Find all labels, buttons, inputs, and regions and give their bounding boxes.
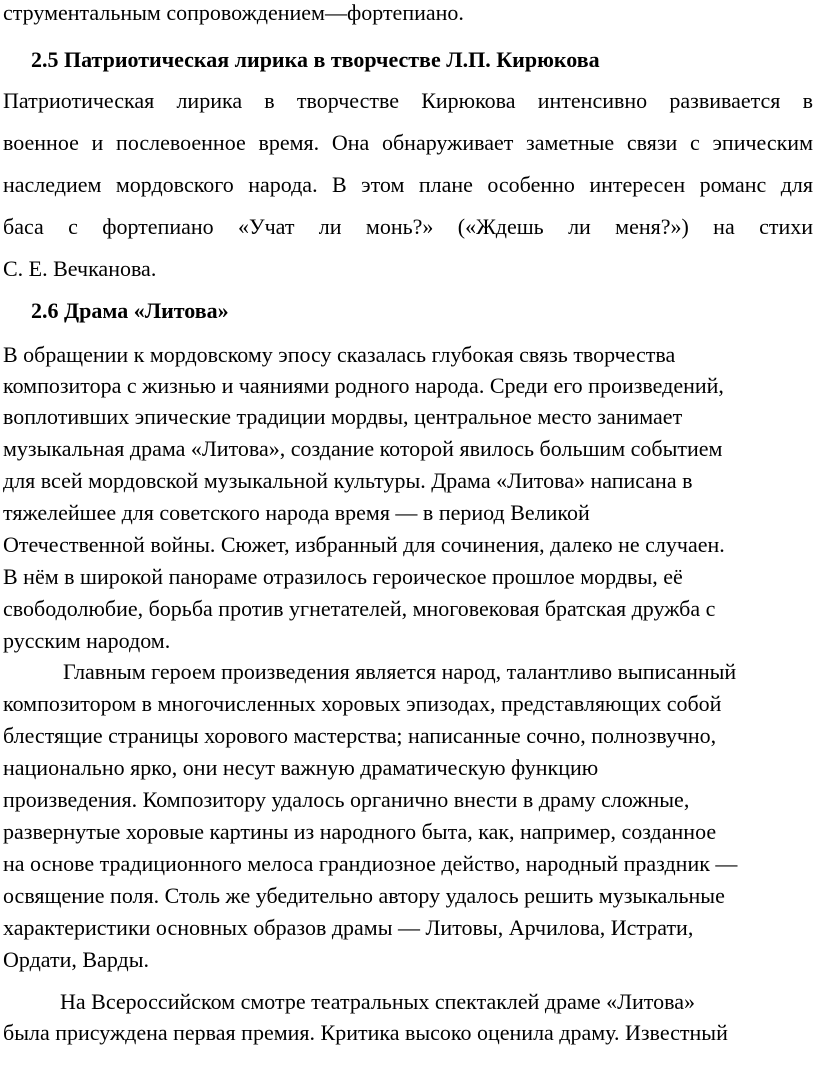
- paragraph-line: русским народом.: [3, 628, 171, 653]
- paragraph-line: развернутые хоровые картины из народного быта, как, например, созданное: [3, 819, 717, 844]
- paragraph-line: В обращении к мордовскому эпосу сказалась глубокая связь творчества: [3, 342, 676, 367]
- paragraph-line: С. Е. Вечканова.: [3, 256, 157, 281]
- paragraph-line: Главным героем произведения является народ, талантливо выписанный: [63, 659, 737, 684]
- paragraph-line: композитора с жизнью и чаяниями родного народа. Среди его произведений,: [3, 373, 724, 398]
- paragraph-line: На Всероссийском смотре театральных спектаклей драме «Литова»: [60, 989, 695, 1014]
- paragraph-line: тяжелейшее для советского народа время — в период Великой: [3, 500, 590, 525]
- section-2-5-heading: 2.5 Патриотическая лирика в творчестве Л.П. Кирюкова: [31, 47, 600, 72]
- paragraph-line: баса с фортепиано «Учат ли монь?» («Ждешь ли меня?») на стихи: [3, 214, 813, 239]
- top-fragment: струментальным сопровождением—фортепиано.: [3, 0, 464, 25]
- paragraph-line: Ордати, Варды.: [3, 947, 149, 972]
- paragraph-line: свободолюбие, борьба против угнетателей, многовековая братская дружба с: [3, 596, 716, 621]
- paragraph-line: характеристики основных образов драмы — Литовы, Арчилова, Истрати,: [3, 915, 694, 940]
- paragraph-line: Патриотическая лирика в творчестве Кирюкова интенсивно развивается в: [3, 88, 813, 113]
- paragraph-line: воплотивших эпические традиции мордвы, центральное место занимает: [3, 404, 683, 429]
- section-2-6-heading: 2.6 Драма «Литова»: [31, 298, 229, 323]
- paragraph-line: Отечественной войны. Сюжет, избранный для сочинения, далеко не случаен.: [3, 532, 725, 557]
- paragraph-line: наследием мордовского народа. В этом плане особенно интересен романс для: [3, 172, 813, 197]
- paragraph-line: на основе традиционного мелоса грандиозное действо, народный праздник —: [3, 851, 738, 876]
- paragraph-line: В нём в широкой панораме отразилось героическое прошлое мордвы, её: [3, 564, 683, 589]
- paragraph-line: композитором в многочисленных хоровых эпизодах, представляющих собой: [3, 691, 722, 716]
- paragraph-line: военное и послевоенное время. Она обнаруживает заметные связи с эпическим: [3, 130, 813, 155]
- paragraph-line: была присуждена первая премия. Критика высоко оценила драму. Известный: [3, 1020, 728, 1045]
- paragraph-line: блестящие страницы хорового мастерства; написанные сочно, полнозвучно,: [3, 723, 717, 748]
- paragraph-line: музыкальная драма «Литова», создание которой явилось большим событием: [3, 436, 723, 461]
- paragraph-line: для всей мордовской музыкальной культуры. Драма «Литова» написана в: [3, 468, 693, 493]
- paragraph-line: освящение поля. Столь же убедительно автору удалось решить музыкальные: [3, 883, 725, 908]
- paragraph-line: национально ярко, они несут важную драматическую функцию: [3, 755, 599, 780]
- paragraph-line: произведения. Композитору удалось органично внести в драму сложные,: [3, 787, 690, 812]
